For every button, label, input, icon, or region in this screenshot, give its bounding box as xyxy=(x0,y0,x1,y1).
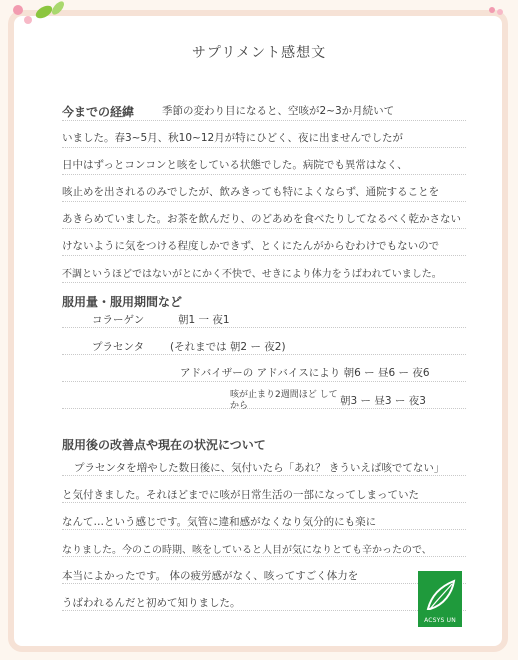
rule-line xyxy=(62,502,466,503)
leaf-logo-icon xyxy=(418,575,462,615)
rule-line xyxy=(62,610,466,611)
dosage-value: アドバイザーの アドバイスにより 朝6 ー 昼6 ー 夜6 xyxy=(180,367,430,379)
rule-line xyxy=(62,381,466,382)
history-line: 日中はずっとコンコンと咳をしている状態でした。病院でも異常はなく、 xyxy=(62,159,408,171)
rule-line xyxy=(62,583,466,584)
dosage-name: コラーゲン xyxy=(92,314,145,326)
history-line: 不調というほどではないがとにかく不快で、せきにより体力をうばわれていました。 xyxy=(62,269,442,280)
dosage-value: 朝3 ー 昼3 ー 夜3 xyxy=(340,395,426,407)
improvement-line: うばわれるんだと初めて知りました。 xyxy=(62,597,241,609)
rule-line xyxy=(62,147,466,148)
dosage-name: プラセンタ xyxy=(92,341,145,353)
acsys-logo xyxy=(418,571,462,627)
rule-line xyxy=(62,120,466,121)
rule-line xyxy=(62,228,466,229)
rule-line xyxy=(62,201,466,202)
improvement-line: と気付きました。それほどまでに咳が日常生活の一部になってしまっていた xyxy=(62,489,419,501)
rule-line xyxy=(62,354,466,355)
flower-decoration-icon xyxy=(484,4,508,20)
rule-line xyxy=(62,529,466,530)
section-label-dosage: 服用量・服用期間など xyxy=(62,295,183,309)
rule-line xyxy=(62,174,466,175)
history-line: 季節の変わり目になると、空咳が2~3か月続いて xyxy=(162,105,395,117)
section-label-improvement: 服用後の改善点や現在の状況について xyxy=(62,438,266,452)
history-line: けないように気をつける程度しかできず、とくにたんがからむわけでもないので xyxy=(62,240,440,252)
dosage-value: 朝1 一 夜1 xyxy=(178,314,230,326)
history-line: いました。春3~5月、秋10~12月が特にひどく、夜に出ませんでしたが xyxy=(62,132,403,144)
history-line: 咳止めを出されるのみでしたが、飲みきっても特によくならず、通院することを xyxy=(62,186,440,198)
improvement-line: なりました。今のこの時期、咳をしていると人目が気になりとても辛かったので、 xyxy=(62,545,432,556)
rule-line xyxy=(62,327,466,328)
page-title: サプリメント感想文 xyxy=(191,45,327,61)
history-line: あきらめていました。お茶を飲んだり、のどあめを食べたりしてなるべく乾かさない xyxy=(62,213,461,225)
rule-line xyxy=(62,255,466,256)
section-label-history: 今までの経緯 xyxy=(62,105,135,119)
rule-line xyxy=(62,282,466,283)
dosage-value: (それまでは 朝2 ー 夜2) xyxy=(170,341,286,353)
logo-text: ACSYS UN xyxy=(424,617,456,624)
rule-line xyxy=(62,475,466,476)
improvement-line: 本当によかったです。 体の疲労感がなく、咳ってすごく体力を xyxy=(62,570,359,582)
improvement-line: プラセンタを増やした数日後に、気付いたら「あれ？ きういえば咳でてない」 xyxy=(74,462,445,474)
dosage-name: 咳が止まり2週間ほど してから xyxy=(230,390,338,411)
improvement-line: なんて…という感じです。気管に違和感がなくなり気分的にも楽に xyxy=(62,516,377,528)
leaf-decoration-icon xyxy=(6,0,76,32)
rule-line xyxy=(62,556,466,557)
